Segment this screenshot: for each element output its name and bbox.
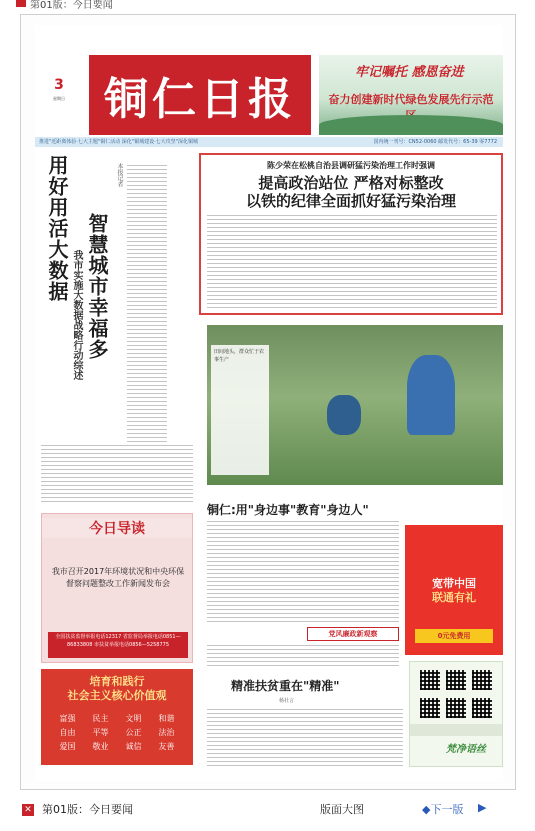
guide-title: 今日导读 xyxy=(42,518,192,538)
strip-left: 推进"近距离体验·七大主题"铜仁活动 深化"铜城建设·七大攻坚"深化铜城 xyxy=(39,139,198,145)
page-map-link[interactable]: 版面大图 xyxy=(320,803,364,816)
core-value-item: 敬业 xyxy=(92,742,109,751)
unicom-title-2: 联通有礼 xyxy=(432,591,476,604)
core-value-item: 民主 xyxy=(92,714,109,723)
core-value-item: 诚信 xyxy=(125,742,142,751)
qr-stripe xyxy=(410,724,502,736)
masthead-logo xyxy=(89,55,311,135)
current-edition-link[interactable]: 第01版：今日要闻 xyxy=(42,803,133,816)
core-value-item: 平等 xyxy=(92,728,109,737)
core-value-item: 公正 xyxy=(125,728,142,737)
qr-code-icon xyxy=(420,698,440,718)
core-value-item: 法治 xyxy=(158,728,175,737)
core-value-item: 和谐 xyxy=(158,714,175,723)
qr-block xyxy=(409,661,503,767)
core-value-item: 文明 xyxy=(125,714,142,723)
lead-subhead: 我市实施大数据战略行动综述 xyxy=(71,250,82,380)
story3-author: 杨社言 xyxy=(279,698,295,704)
qr-code-icon xyxy=(446,670,466,690)
top-tab xyxy=(0,0,535,10)
lead-headline-2: 智慧城市幸福多 xyxy=(85,213,109,360)
masthead-strip xyxy=(35,137,503,147)
values-grid xyxy=(51,713,183,752)
main-headline-2: 以铁的纪律全面抓好猛污染治理 xyxy=(245,192,456,210)
photo-caption: 田间地头，群众忙于农事生产 xyxy=(211,345,269,475)
story2-body-text xyxy=(207,521,399,623)
lead-headline-1: 用好用活大数据 xyxy=(45,155,69,302)
story3-headline[interactable]: 精准扶贫重在"精准" xyxy=(231,679,340,693)
ad-title-2: 社会主义核心价值观 xyxy=(67,689,167,702)
unicom-title-1: 宽带中国 xyxy=(432,577,476,590)
qr-code-icon xyxy=(472,670,492,690)
date-number: 3 xyxy=(54,77,64,93)
banner-line-2: 奋力创建新时代绿色发展先行示范 xyxy=(328,93,494,106)
core-value-item: 富强 xyxy=(59,714,76,723)
bottom-nav xyxy=(0,796,535,831)
page-icon xyxy=(16,0,26,7)
today-guide[interactable] xyxy=(41,513,193,663)
masthead-dateblock xyxy=(35,55,83,145)
newspaper-page[interactable] xyxy=(35,25,503,781)
core-values-ad xyxy=(41,669,193,765)
top-tab-label: 第01版：今日要闻 xyxy=(30,0,113,11)
strip-right: 国内统一刊号：CN52-0060 邮发代号：65-39 零7772 xyxy=(373,139,497,145)
lead-body-text-2 xyxy=(41,445,193,505)
lead-story[interactable] xyxy=(39,155,169,445)
next-edition-link[interactable]: ◆下一版 xyxy=(422,803,464,816)
hotline-box: 全国扶贫监督举报电话12317 省监督局举报电话0851—86833808 市扶贫举报电话0856—5258775 xyxy=(48,632,188,658)
core-value-item: 爱国 xyxy=(59,742,76,751)
story2-headline[interactable]: 铜仁:用"身边事"教育"身边人" xyxy=(207,503,369,517)
unicom-ad[interactable] xyxy=(405,525,503,655)
core-value-item: 自由 xyxy=(59,728,76,737)
party-column-badge: 党风廉政新观察 xyxy=(307,627,399,641)
masthead-title: 铜仁日报 xyxy=(104,74,296,125)
qr-code-icon xyxy=(472,698,492,718)
main-body-text xyxy=(207,215,497,311)
main-kicker: 陈少荣在松桃自治县调研猛污染治理工作时强调 xyxy=(267,161,435,170)
qr-tagline: 梵净语丝 xyxy=(446,744,486,755)
banner-hills xyxy=(319,115,503,135)
main-headline-1: 提高政治站位 严格对标整改 xyxy=(258,174,444,192)
main-story[interactable] xyxy=(199,153,503,315)
lead-author: 本报记者 xyxy=(116,163,123,187)
guide-item[interactable]: 我市召开2017年环境状况和中央环保督察问题整改工作新闻发布会 xyxy=(51,567,185,588)
photo-figure-2 xyxy=(327,395,361,435)
qr-code-icon xyxy=(446,698,466,718)
edition-icon: ✕ xyxy=(22,804,34,816)
news-photo[interactable] xyxy=(207,325,503,485)
story2-body-text-2 xyxy=(207,645,399,669)
banner-line-1: 牢记嘱托 感恩奋进 xyxy=(355,65,464,80)
lead-body-text xyxy=(127,165,167,443)
weekday: 星期日 xyxy=(53,96,65,101)
masthead-banner xyxy=(319,55,503,135)
photo-figure-1 xyxy=(407,355,455,435)
unicom-free: 0元免费用 xyxy=(415,629,493,643)
core-value-item: 友善 xyxy=(158,742,175,751)
qr-code-icon xyxy=(420,670,440,690)
story3-body-text xyxy=(207,709,403,769)
ad-title-1: 培育和践行 xyxy=(89,675,145,688)
newspaper-frame xyxy=(20,14,516,790)
arrow-right-icon[interactable]: ▶ xyxy=(478,801,487,814)
